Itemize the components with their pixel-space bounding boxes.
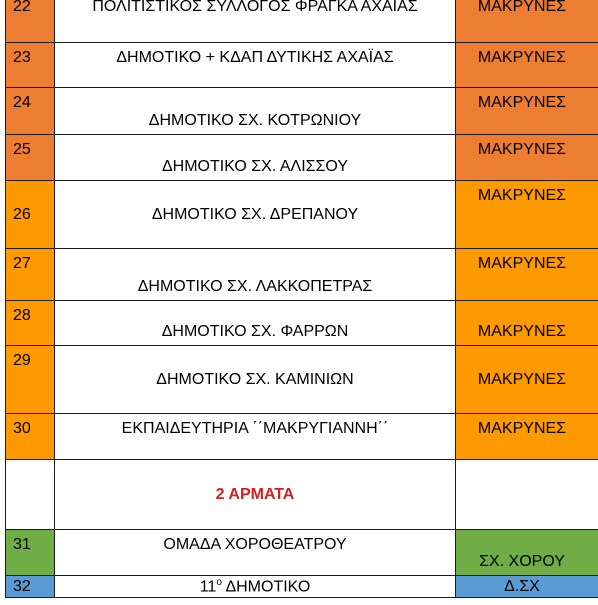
row-number: 30 (6, 414, 55, 460)
table-row (6, 530, 598, 576)
participant-name: ΕΚΠΑΙΔΕΥΤΗΡΙΑ ΄΄ΜΑΚΡΥΓΙΑΝΝΗ΄΄ (55, 414, 456, 460)
participant-name: ΔΗΜΟΤΙΚΟ ΣΧ. ΚΑΜΙΝΙΩΝ (55, 346, 456, 414)
row-number: 27 (6, 249, 55, 301)
category-cell: ΜΑΚΡΥΝΕΣ (456, 414, 598, 460)
row-number: 26 (6, 181, 55, 249)
row-number: 31 (6, 530, 55, 576)
category-cell: Δ.ΣΧ (456, 576, 598, 598)
row-number: 22 (6, 0, 55, 43)
category-cell: ΜΑΚΡΥΝΕΣ (456, 135, 598, 181)
row-number: 29 (6, 346, 55, 414)
category-cell (456, 460, 598, 530)
table-row (6, 181, 598, 249)
table-row (6, 43, 598, 88)
participant-name: ΟΜΑΔΑ ΧΟΡΟΘΕΑΤΡΟΥ (55, 530, 456, 576)
parade-order-table (5, 0, 598, 598)
table-row (6, 346, 598, 414)
category-cell: ΜΑΚΡΥΝΕΣ (456, 181, 598, 249)
row-number: 23 (6, 43, 55, 88)
category-cell: ΜΑΚΡΥΝΕΣ (456, 0, 598, 43)
participant-name: ΠΟΛΙΤΙΣΤΙΚΟΣ ΣΥΛΛΟΓΟΣ ΦΡΑΓΚΑ ΑΧΑΙΑΣ (55, 0, 456, 43)
category-cell: ΣΧ. ΧΟΡΟΥ (456, 530, 598, 576)
row-number: 25 (6, 135, 55, 181)
row-number (6, 460, 55, 530)
category-cell: ΜΑΚΡΥΝΕΣ (456, 249, 598, 301)
table-row (6, 414, 598, 460)
floats-note: 2 ΑΡΜΑΤΑ (55, 460, 456, 530)
row-number: 24 (6, 88, 55, 135)
table-row (6, 249, 598, 301)
participant-name: ΔΗΜΟΤΙΚΟ ΣΧ. ΦΑΡΡΩΝ (55, 301, 456, 346)
table-row (6, 301, 598, 346)
row-number: 28 (6, 301, 55, 346)
category-cell: ΜΑΚΡΥΝΕΣ (456, 301, 598, 346)
table-row (6, 576, 598, 598)
category-cell: ΜΑΚΡΥΝΕΣ (456, 346, 598, 414)
participant-name: ΔΗΜΟΤΙΚΟ + ΚΔΑΠ ΔΥΤΙΚΗΣ ΑΧΑΪΑΣ (55, 43, 456, 88)
category-cell: ΜΑΚΡΥΝΕΣ (456, 88, 598, 135)
participant-name: ΔΗΜΟΤΙΚΟ ΣΧ. ΑΛΙΣΣΟΥ (55, 135, 456, 181)
participant-name: ΔΗΜΟΤΙΚΟ ΣΧ. ΔΡΕΠΑΝΟΥ (55, 181, 456, 249)
table-row (6, 0, 598, 43)
participant-name: ΔΗΜΟΤΙΚΟ ΣΧ. ΚΟΤΡΩΝΙΟΥ (55, 88, 456, 135)
table-row (6, 135, 598, 181)
table-row (6, 88, 598, 135)
participant-name: ΔΗΜΟΤΙΚΟ ΣΧ. ΛΑΚΚΟΠΕΤΡΑΣ (55, 249, 456, 301)
category-cell: ΜΑΚΡΥΝΕΣ (456, 43, 598, 88)
participant-name: $11^o$ ΔΗΜΟΤΙΚΟ (55, 576, 456, 598)
row-number: 32 (6, 576, 55, 598)
table-row (6, 460, 598, 530)
